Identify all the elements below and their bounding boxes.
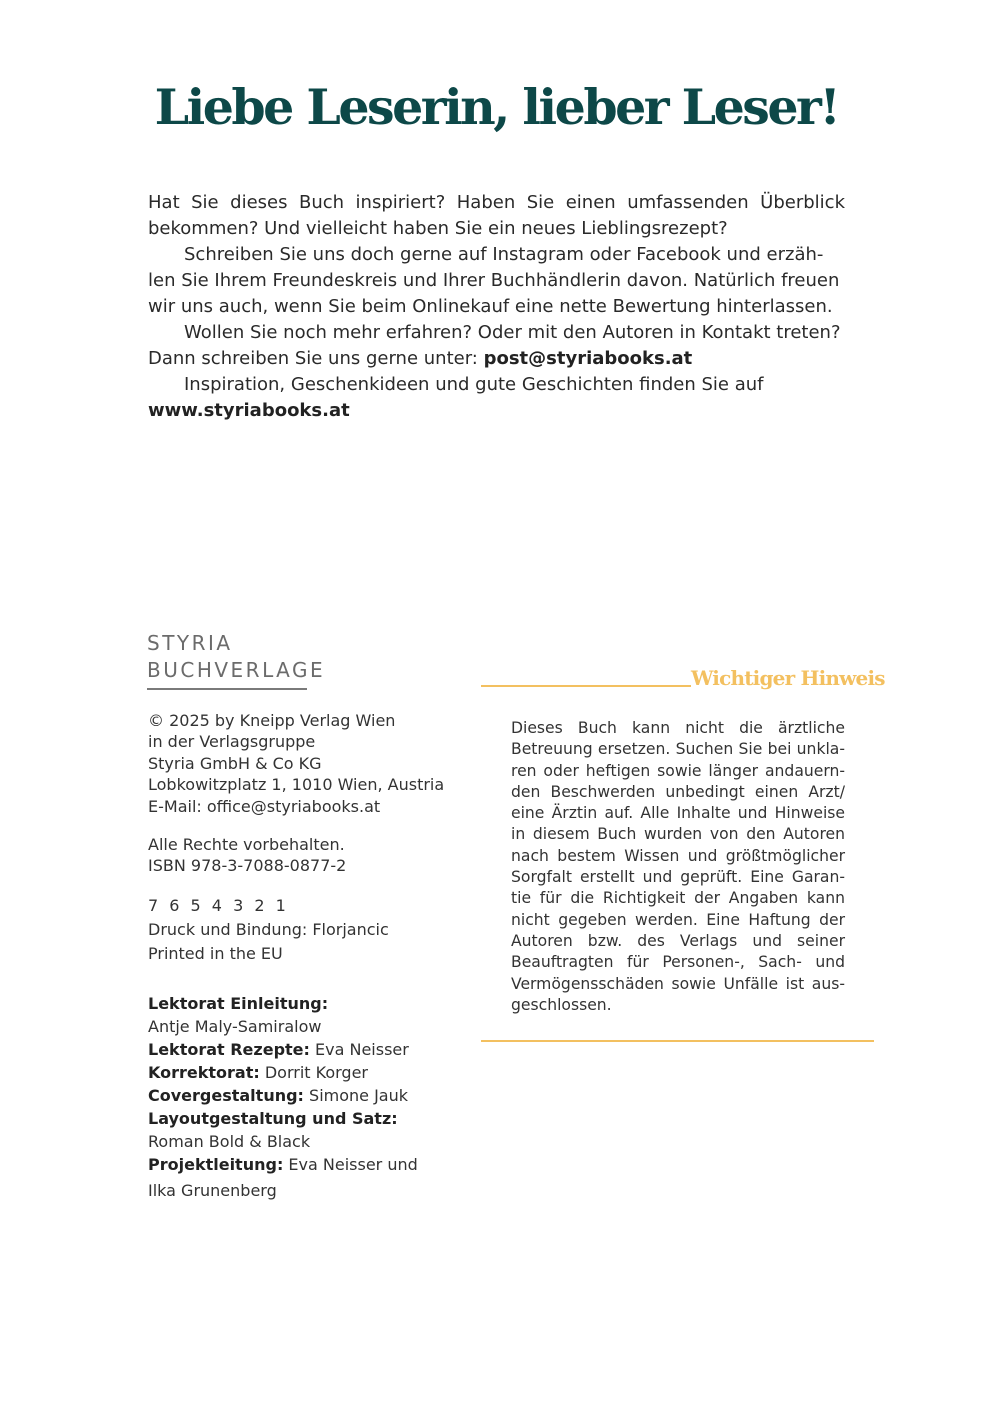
credit-label: Korrektorat:: [148, 1063, 260, 1082]
credit-label: Lektorat Einleitung:: [148, 994, 329, 1013]
contact-text: Dann schreiben Sie uns gerne unter:: [148, 348, 484, 369]
intro-paragraph-4: Inspiration, Geschenkideen und gute Geschichten finden Sie auf: [184, 374, 764, 395]
logo-line-2: BUCHVERLAGE: [147, 658, 326, 682]
intro-paragraph-2-line-2: len Sie Ihrem Freundeskreis und Ihrer Buchhändlerin davon. Natürlich freuen: [148, 270, 840, 291]
intro-paragraph-2-line-1: Schreiben Sie uns doch gerne auf Instagram oder Facebook und erzäh-: [184, 244, 824, 265]
print-block: [148, 894, 458, 966]
intro-paragraph-2-line-3: wir uns auch, wenn Sie beim Onlinekauf eine nette Bewertung hinterlassen.: [148, 296, 833, 317]
page-title: Liebe Leserin, lieber Leser!: [154, 78, 839, 136]
rights-block: [148, 834, 458, 877]
group-line: in der Verlagsgruppe: [148, 732, 316, 752]
printing-line: Druck und Bindung: Florjancic: [148, 919, 389, 939]
contact-email-link[interactable]: post@styriabooks.at: [483, 348, 693, 369]
credits: [148, 992, 448, 1206]
credit-value: Eva Neisser: [309, 1040, 409, 1059]
publisher-address: [148, 710, 458, 817]
intro-paragraph-3-line-1: Wollen Sie noch mehr erfahren? Oder mit den Autoren in Kontakt treten?: [184, 322, 841, 343]
intro-paragraph-3-line-2: [148, 346, 845, 372]
isbn-line: ISBN 978-3-7088-0877-2: [148, 856, 347, 876]
logo-underline: [147, 688, 307, 690]
printed-line: Printed in the EU: [148, 943, 283, 963]
credit-value: Simone Jauk: [303, 1086, 409, 1105]
imprint: [148, 710, 458, 983]
copyright-line: © 2025 by Kneipp Verlag Wien: [148, 711, 396, 730]
email-line: E-Mail: office@styriabooks.at: [148, 796, 381, 816]
credit-value: Eva Neisser und: [283, 1155, 418, 1174]
logo-line-1: STYRIA: [147, 631, 233, 655]
intro-paragraph-1: Hat Sie dieses Buch inspiriert? Haben Sie einen umfassenden Überblick bekommen? Und vielleicht haben Sie ein neues Lieblingsrezept?: [148, 192, 845, 239]
credit-label: Covergestaltung:: [148, 1086, 304, 1105]
address-line: Lobkowitzplatz 1, 1010 Wien, Austria: [148, 775, 445, 795]
notice-rule-bottom: [481, 1040, 874, 1042]
rights-line: Alle Rechte vorbehalten.: [148, 835, 345, 855]
credit-value: Roman Bold & Black: [148, 1132, 311, 1151]
website-link[interactable]: www.styriabooks.at: [148, 400, 350, 421]
credit-value: Antje Maly-Samiralow: [148, 1017, 322, 1036]
notice-title: Wichtiger Hinweis: [691, 666, 885, 690]
credit-label: Projektleitung:: [148, 1155, 284, 1174]
print-run-line: 7 6 5 4 3 2 1: [148, 895, 289, 915]
credit-value: Ilka Grunenberg: [148, 1181, 277, 1200]
intro-text: [148, 190, 845, 424]
credit-label: Lektorat Rezepte:: [148, 1040, 310, 1059]
notice-text: Dieses Buch kann nicht die ärztliche Betreuung ersetzen. Suchen Sie bei unkla- ren oder heftigen sowie länger andauern- den Beschwerden unbedingt einen Arzt/ eine Ärztin auf. Alle Inhalte und Hinweise in diesem Buch wurden von den Autoren nach bestem Wissen und größtmöglicher Sorgfalt erstellt und geprüft. Eine Garan- tie für die Richtigkeit der Angaben kann nicht gegeben werden. Eine Haftung der Autoren bzw. des Verlags und seiner Beauftragten für Personen-, Sach- und Vermögensschäden sowie Unfälle ist aus- geschlossen.: [511, 719, 845, 1014]
website-line: [148, 398, 845, 424]
publisher-logo: [147, 630, 326, 690]
company-line: Styria GmbH & Co KG: [148, 753, 322, 773]
notice-rule-top: [481, 685, 691, 687]
credit-value: Dorrit Korger: [259, 1063, 368, 1082]
credit-label: Layoutgestaltung und Satz:: [148, 1109, 398, 1128]
